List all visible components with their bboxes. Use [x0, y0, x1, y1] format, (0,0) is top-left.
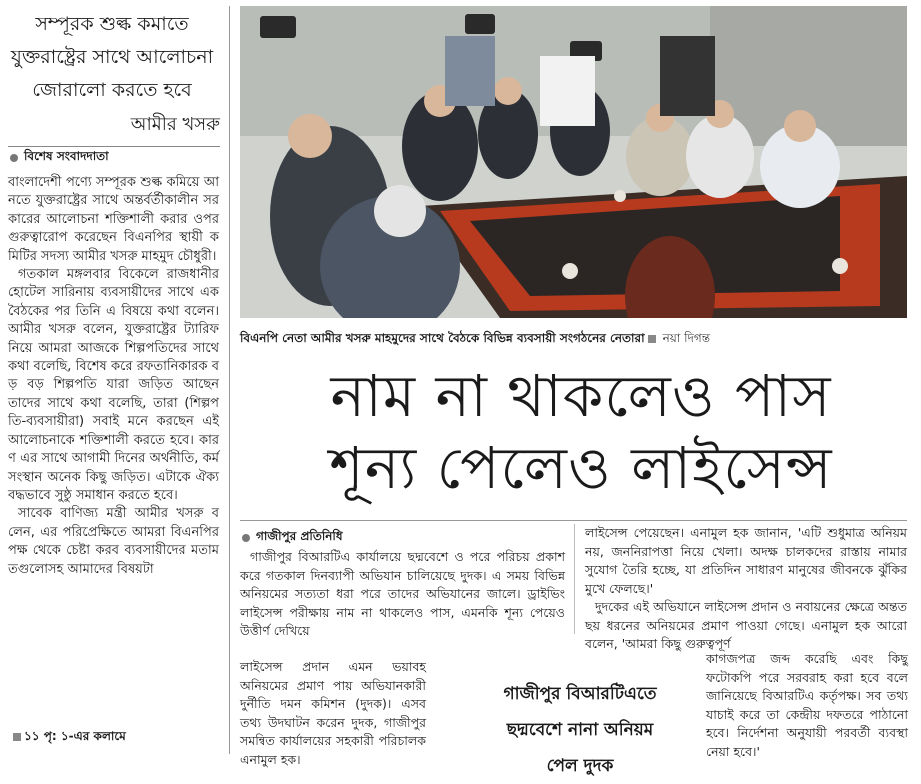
- main-headline: [250, 360, 912, 504]
- pull-quote: [460, 676, 700, 784]
- continued-note[interactable]: [10, 728, 126, 748]
- square-bullet-icon: [13, 733, 21, 741]
- meeting-photo-illustration: [240, 6, 907, 318]
- square-bullet-icon: [648, 335, 656, 343]
- pull-quote-line: গাজীপুর বিআরটিএতে: [503, 684, 657, 704]
- main-reporter-label: গাজীপুর প্রতিনিধি: [256, 529, 343, 543]
- paragraph: কাগজপত্র জব্দ করেছি এবং কিছু ফটোকপি পরে সরবরাহ করা হবে বলে জানিয়েছে বিআরটিএ কর্তৃপক্ষ। সব তথ্য যাচাই করে তা কেন্দ্রীয় দফতরে পাঠানো হবে। নির্দেশনা অনুযায়ী পরবর্তী ব্যবস্থা নেয়া হবে।': [706, 651, 908, 759]
- photo-credit: নয়া দিগন্ত: [662, 331, 711, 345]
- left-reporter-label: বিশেষ সংবাদদাতা: [24, 149, 109, 163]
- left-story-body: [8, 174, 219, 579]
- column-divider: [574, 524, 575, 634]
- bullet-icon: [10, 154, 18, 162]
- main-story-col-c: [585, 524, 907, 654]
- paragraph: লাইসেন্স প্রদান এমন ভয়াবহ অনিয়মের প্রমাণ পায় অভিযানকারী দুর্নীতি দমন কমিশন (দুদক)। এসব তথ্য উদঘাটন করেন দুদক, গাজীপুর সমন্বিত কার্যালয়ের সহকারী পরিচালক এনামুল হক।: [240, 659, 426, 767]
- left-story-byline: আমীর খসরু: [130, 114, 220, 135]
- meeting-photo: [240, 6, 907, 318]
- divider: [8, 146, 220, 147]
- column-divider: [229, 6, 230, 754]
- paragraph: গাজীপুর বিআরটিএ কার্যালয়ে ছদ্মবেশে ও পরে পরিচয় প্রকাশ করে গতকাল দিনব্যাপী অভিযান চালিয়েছে দুদক। এ সময় বিভিন্ন অনিয়মের সত্যতা ধরা পরে তাদের অভিযানের জালে। ড্রাইভিং লাইসেন্স পরীক্ষায় নাম না থাকলেও পাস, এমনকি শূন্য পেয়েও উত্তীর্ণ দেখিয়ে: [240, 549, 565, 638]
- continued-label: ১১ পৃ: ১-এর কলামে: [24, 729, 126, 743]
- photo-caption-text: বিএনপি নেতা আমীর খসরু মাহমুদের সাথে বৈঠকে বিভিন্ন ব্যবসায়ী সংগঠনের নেতারা: [240, 331, 645, 345]
- paragraph: বাংলাদেশী পণ্যে সম্পূরক শুল্ক কমিয়ে আনতে যুক্তরাষ্ট্রের সাথে অন্তর্বর্তীকালীন সরকারের আলোচনা শক্তিশালী করার ওপর গুরুত্বারোপ করেছেন বিএনপির স্থায়ী কমিটির সদস্য আমীর খসরু মাহমুদ চৌধুরী।: [8, 175, 219, 264]
- left-story-headline: সম্পূরক শুল্ক কমাতে যুক্তরাষ্ট্রের সাথে আলোচনা জোরালো করতে হবে: [10, 13, 214, 101]
- main-story-col-a: [240, 548, 565, 641]
- paragraph: গতকাল মঙ্গলবার বিকেলে রাজধানীর হোটেল সারিনায় ব্যবসায়ীদের সাথে এক বৈঠকের পর তিনি এ বিষয়ে কথা বলেন। আমীর খসরু বলেন, যুক্তরাষ্ট্রের ট্যারিফ নিয়ে আমরা আজকে শিল্পপতিদের সাথে কথা বলেছি, বিশেষ করে রফতানিকারক বড় বড় শিল্পপতি যারা জড়িত আছেন তাদের সাথে কথা বলেছি, তারা (শিল্পপতি-ব্যবসায়ীরা) সবাই মনে করছেন এই আলোচনাকে শক্তিশালী করতে হবে। কারণ এর সাথে আগামী দিনের অর্থনীতি, কর্মসংস্থান অনেক কিছু জড়িত। এটাকে ঐক্যবদ্ধভাবে সুষ্ঠু সমাধান করতে হবে।: [8, 267, 219, 503]
- bullet-icon: [242, 534, 250, 542]
- pull-quote-line: ছদ্মবেশে নানা অনিয়ম: [506, 720, 654, 740]
- divider: [240, 520, 907, 521]
- paragraph: দুদকের এই অভিযানে লাইসেন্স প্রদান ও নবায়নের ক্ষেত্রে অন্তত ছয় ধরনের অনিয়মের প্রমাণ পাওয়া গেছে। এনামুল হক আরো বলেন, 'আমরা কিছু গুরুত্বপূর্ণ: [585, 599, 907, 651]
- paragraph: সাবেক বাণিজ্য মন্ত্রী আমীর খসরু বলেন, এর পরিপ্রেক্ষিতে আমরা বিএনপির পক্ষ থেকে চেষ্টা করব ব্যবসায়ীদের মতামতগুলোসহ আমাদের বিষয়টা: [8, 506, 219, 577]
- pull-quote-line: পেল দুদক: [546, 756, 614, 776]
- main-reporter: [242, 528, 343, 548]
- paragraph: লাইসেন্স পেয়েছেন। এনামুল হক জানান, 'এটি শুধুমাত্র অনিয়ম নয়, জননিরাপত্তা নিয়ে খেলা। অদক্ষ চালকদের রাস্তায় নামার সুযোগ তৈরি হচ্ছে, যা প্রতিদিন সাধারণ মানুষের জীবনকে ঝুঁকির মুখে ফেলছে।': [585, 525, 907, 596]
- left-reporter: [10, 148, 109, 168]
- photo-caption: [240, 330, 907, 350]
- main-headline-line: শূন্য পেলেও লাইসেন্স: [329, 434, 833, 502]
- main-headline-line: নাম না থাকলেও পাস: [330, 362, 832, 430]
- main-story-col-d: [706, 650, 908, 761]
- main-story-col-b: [240, 658, 426, 769]
